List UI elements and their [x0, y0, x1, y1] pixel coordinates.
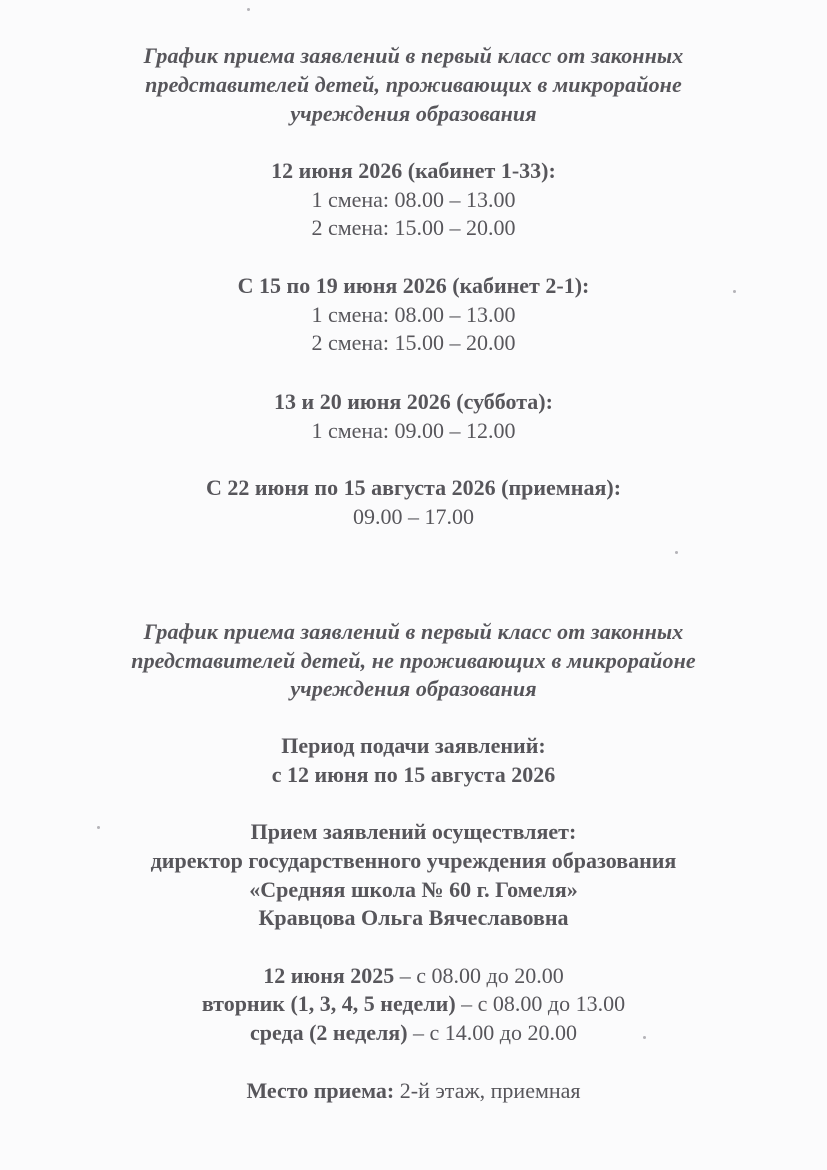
- shift-line: 1 смена: 08.00 – 13.00: [311, 187, 516, 212]
- receiver-position: директор государственного учреждения образования: [150, 848, 677, 873]
- schedule-heading-saturday: 13 и 20 июня 2026 (суббота):: [274, 389, 553, 414]
- scan-speck: [97, 826, 100, 829]
- section2-title-line-2: представителей детей, не проживающих в микрорайоне: [131, 648, 696, 673]
- section1-title-line-1: График приема заявлений в первый класс от законных: [143, 43, 684, 68]
- section2-title-line-3: учреждения образования: [290, 676, 537, 701]
- schedule-day: среда (2 неделя): [249, 1020, 408, 1045]
- scan-speck: [247, 8, 250, 11]
- schedule-hours: – с 08.00 до 20.00: [394, 963, 564, 988]
- scan-speck: [643, 1036, 646, 1039]
- schedule-hours: – с 08.00 до 13.00: [455, 991, 626, 1016]
- section2-title-line-1: График приема заявлений в первый класс от законных: [143, 619, 684, 644]
- section1-title-line-2: представителей детей, проживающих в микрорайоне: [145, 72, 682, 97]
- scan-speck: [733, 290, 736, 293]
- director-name: Кравцова Ольга Вячеславовна: [258, 905, 569, 930]
- schedule-line: [0, 962, 827, 990]
- schedule-day: 12 июня 2025: [263, 963, 395, 988]
- shift-line: 1 смена: 09.00 – 12.00: [311, 418, 516, 443]
- place-label: Место приема:: [246, 1078, 395, 1103]
- shift-line: 1 смена: 08.00 – 13.00: [311, 302, 516, 327]
- place-line: [0, 1077, 827, 1105]
- schedule-hours: – с 14.00 до 20.00: [407, 1020, 577, 1045]
- hours-line: 09.00 – 17.00: [353, 504, 474, 529]
- period-dates: с 12 июня по 15 августа 2026: [271, 762, 556, 787]
- schedule-heading-june-12: 12 июня 2026 (кабинет 1-33):: [271, 158, 556, 183]
- section1-title-line-3: учреждения образования: [290, 101, 537, 126]
- shift-line: 2 смена: 15.00 – 20.00: [311, 330, 516, 355]
- school-name: «Средняя школа № 60 г. Гомеля»: [249, 877, 578, 902]
- scan-speck: [675, 551, 678, 554]
- schedule-heading-june-15-19: С 15 по 19 июня 2026 (кабинет 2-1):: [237, 273, 590, 298]
- period-heading: Период подачи заявлений:: [281, 733, 546, 758]
- schedule-heading-june-22-august-15: С 22 июня по 15 августа 2026 (приемная):: [205, 475, 622, 500]
- place-value: 2-й этаж, приемная: [394, 1078, 581, 1103]
- schedule-line: [0, 1019, 827, 1047]
- receiver-heading: Прием заявлений осуществляет:: [250, 819, 577, 844]
- schedule-line: [0, 990, 827, 1018]
- schedule-day: вторник (1, 3, 4, 5 недели): [201, 991, 456, 1016]
- shift-line: 2 смена: 15.00 – 20.00: [311, 215, 516, 240]
